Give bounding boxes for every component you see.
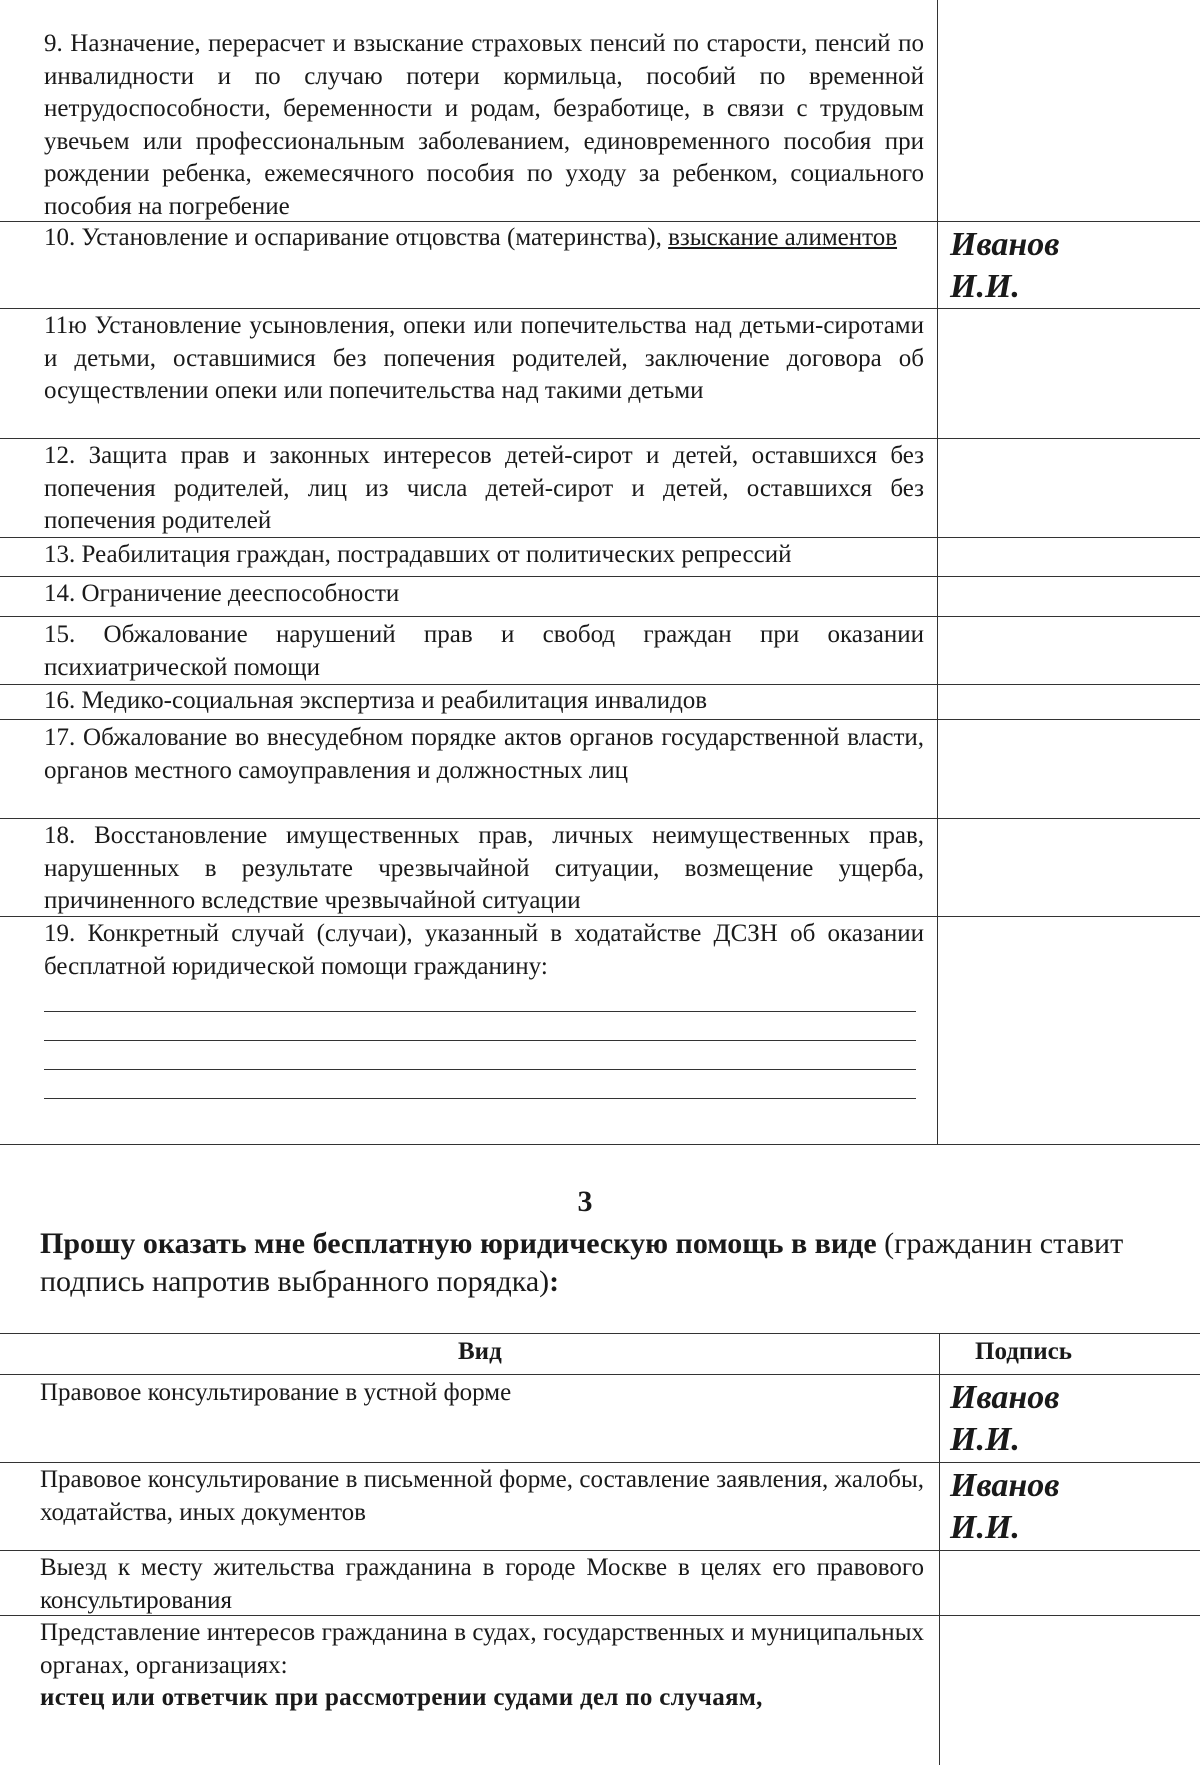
signature-written-consultation: Иванов И.И. [950,1467,1060,1546]
case-item-19 [44,918,924,1099]
request-bold-text: Прошу оказать мне бесплатную юридическую помощь в виде [40,1227,877,1260]
row-separator [0,1550,1200,1551]
row-separator [0,1462,1200,1463]
column-divider [937,0,938,1145]
assistance-representation-bold: истец или ответчик при рассмотрении судами дел по случаям, [40,1684,763,1711]
row-separator [0,1374,1200,1375]
row-separator [0,719,1200,720]
row-separator [0,616,1200,617]
case-item-10 [44,222,924,255]
row-separator [0,308,1200,309]
case-item-18: 18. Восстановление имущественных прав, личных неимущественных прав, нарушенных в результате чрезвычайной ситуации, возмещение ущерба, причиненного вследствие чрезвычайной ситуации [44,822,924,914]
assistance-home-visit: Выезд к месту жительства гражданина в городе Москве в целях его правового консультирования [40,1554,924,1614]
case-item-14: 14. Ограничение дееспособности [44,580,400,607]
assistance-written-consultation: Правовое консультирование в письменной форме, составление заявления, жалобы, ходатайства, иных документов [40,1466,924,1526]
row-separator [0,1144,1200,1145]
assistance-oral-consultation: Правовое консультирование в устной форме [40,1379,512,1406]
column-divider [939,1333,940,1765]
signature-case-10: Иванов И.И. [950,226,1060,305]
case-item-10-text: 10. Установление и оспаривание отцовства (материнства), [44,224,669,251]
row-separator [0,576,1200,577]
request-note: (гражданин ставит подпись напротив выбранного порядка) [40,1227,1124,1298]
case-item-9: 9. Назначение, перерасчет и взыскание страховых пенсий по старости, пенсий по инвалидности и по случаю потери кормильца, пособий по временной нетрудоспособности, беременности и родам, безработице, в связи с трудовым увечьем или профессиональным заболеванием, единовременного пособия при рождении ребенка, ежемесячного пособия по уходу за ребенком, социального пособия на погребение [44,30,924,220]
column-header-signature: Подпись [975,1338,1072,1365]
blank-line[interactable] [44,1070,916,1099]
request-heading [40,1225,1140,1301]
case-item-10-underlined: взыскание алиментов [668,224,898,251]
column-header-type: Вид [458,1338,502,1365]
case-item-13: 13. Реабилитация граждан, пострадавших от политических репрессий [44,541,792,568]
case-item-16: 16. Медико-социальная экспертиза и реабилитация инвалидов [44,687,708,714]
signature-oral-consultation: Иванов И.И. [950,1379,1060,1458]
row-separator [0,818,1200,819]
case-item-19-text: 19. Конкретный случай (случаи), указанный в ходатайстве ДСЗН об оказании бесплатной юридической помощи гражданину: [44,920,924,980]
row-separator [0,1333,1200,1334]
assistance-representation-text: Представление интересов гражданина в судах, государственных и муниципальных органах, организациях: [40,1619,924,1679]
case-item-15: 15. Обжалование нарушений прав и свобод граждан при оказании психиатрической помощи [44,621,924,681]
blank-line[interactable] [44,1041,916,1070]
request-colon: : [549,1265,560,1298]
row-separator [0,438,1200,439]
case-item-12: 12. Защита прав и законных интересов детей-сирот и детей, оставшихся без попечения родителей, лиц из числа детей-сирот и детей, оставшихся без попечения родителей [44,442,924,534]
assistance-representation [40,1617,924,1715]
blank-line[interactable] [44,1012,916,1041]
section-number: 3 [577,1185,593,1218]
case-item-11: 11ю Установление усыновления, опеки или попечительства над детьми-сиротами и детьми, оставшимися без попечения родителей, заключение договора об осуществлении опеки или попечительства над такими детьми [44,312,924,404]
blank-line[interactable] [44,983,916,1012]
case-item-17: 17. Обжалование во внесудебном порядке актов органов государственной власти, органов местного самоуправления и должностных лиц [44,724,924,784]
